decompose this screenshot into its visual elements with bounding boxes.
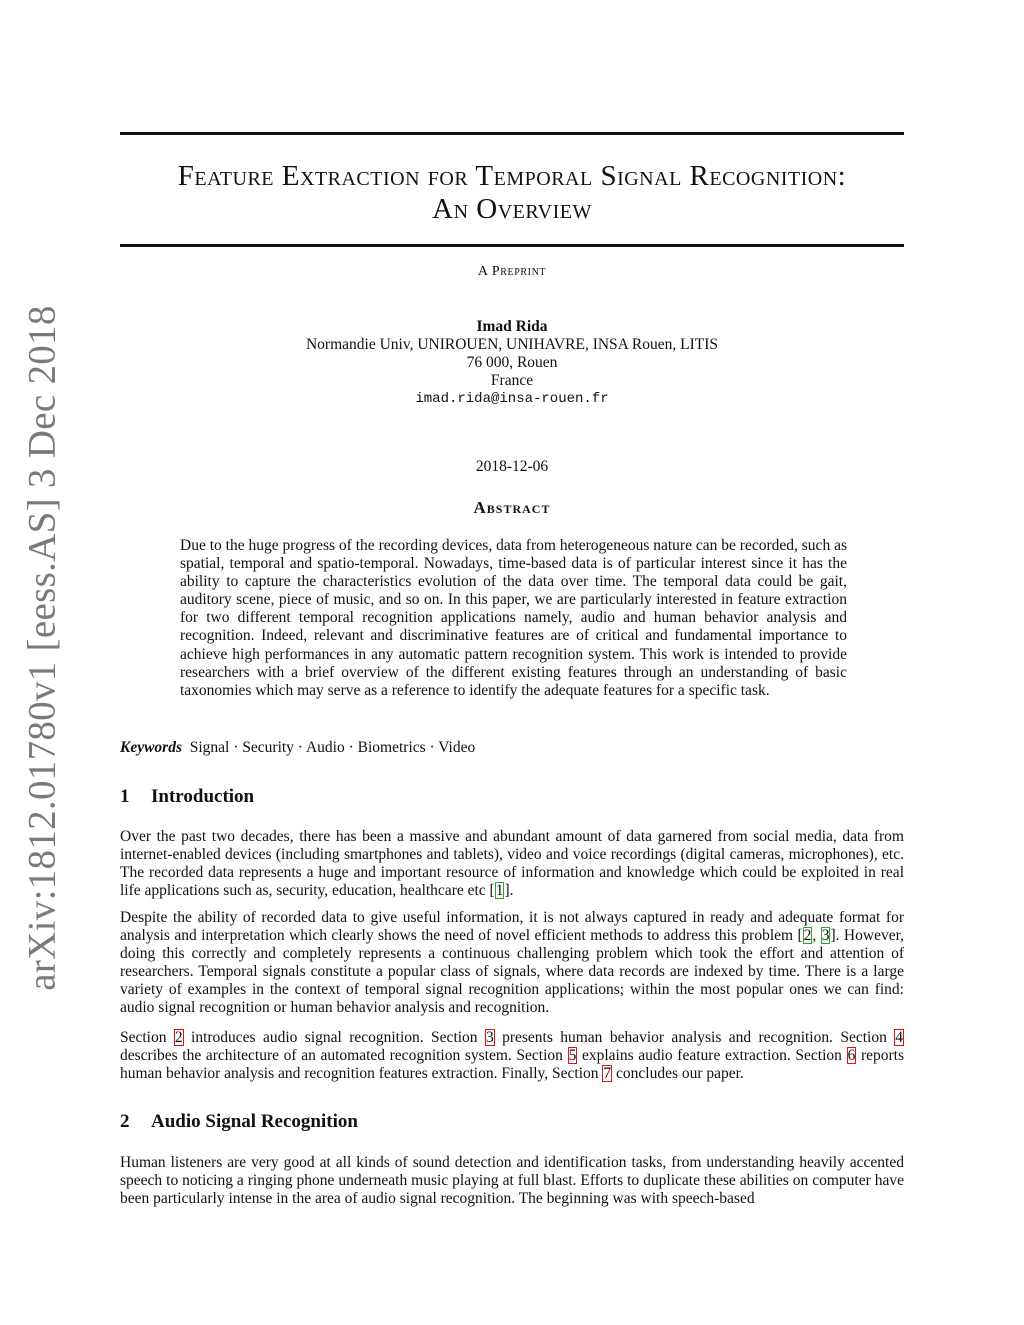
paragraph-text: presents human behavior analysis and recognition. Section	[494, 1029, 895, 1046]
keywords-list: Signal · Security · Audio · Biometrics · Video	[189, 739, 476, 756]
citation-link[interactable]: 2	[803, 927, 812, 945]
author-country: France	[490, 372, 534, 389]
section-ref-link[interactable]: 3	[485, 1029, 494, 1046]
section-heading-audio-signal-recognition	[120, 1111, 358, 1133]
paragraph-text: Section	[120, 1029, 174, 1046]
citation-link[interactable]: 1	[495, 882, 504, 900]
author-block	[0, 318, 1024, 408]
title-rule-top	[120, 132, 904, 135]
paper-date: 2018-12-06	[475, 458, 549, 475]
paper-title	[120, 160, 904, 226]
paragraph-text: Over the past two decades, there has been a massive and abundant amount of data garnered from social media, data from internet-enabled devices (including smartphones and tablets), video and voice recordings (digital cameras, microphones), etc. The recorded data represents a huge and important resource of information and knowledge which could be exploited in real life applications such as, security, education, healthcare etc [	[120, 828, 904, 900]
paragraph-text: ]. However, doing this correctly and completely represents a continuous challenging problem which took the effort and attention of researchers. Temporal signals constitute a popular class of signals, where data records are indexed by time. There is a large variety of examples in the context of temporal signal recognition applications; within the most popular ones we can find: audio signal recognition or human behavior analysis and recognition.	[120, 927, 904, 1017]
author-address: 76 000, Rouen	[466, 354, 558, 371]
title-rule-bottom	[120, 244, 904, 247]
author-name: Imad Rida	[476, 318, 548, 335]
title-line-2: An Overview	[432, 193, 592, 225]
section-ref-link[interactable]: 4	[895, 1029, 903, 1046]
citation-separator: ,	[812, 927, 821, 945]
section-number: 1	[120, 786, 130, 807]
section-heading-introduction	[120, 786, 254, 808]
section-ref-link[interactable]: 2	[174, 1029, 183, 1046]
intro-paragraph-3	[120, 1029, 904, 1083]
section-ref-link[interactable]: 6	[847, 1047, 856, 1065]
paragraph-text: Despite the ability of recorded data to give useful information, it is not always captured in ready and adequate format for analysis and interpretation which clearly shows the need of novel efficient methods to address this problem [	[120, 909, 904, 945]
arxiv-side-stamp: arXiv:1812.01780v1 [eess.AS] 3 Dec 2018	[20, 305, 64, 991]
author-email[interactable]: imad.rida@insa-rouen.fr	[415, 391, 609, 407]
section-ref-link[interactable]: 7	[603, 1065, 612, 1083]
abstract-text: Due to the huge progress of the recording devices, data from heterogeneous nature can be recorded, such as spatial, temporal and spatio-temporal. Nowadays, time-based data is of particular interest since it has the ability to capture the characteristics evolution of the data over time. The temporal data could be gait, auditory scene, piece of music, and so on. In this paper, we are particularly interested in feature extraction for two different temporal recognition applications namely, audio and human behavior analysis and recognition. Indeed, relevant and discriminative features are of critical and fundamental importance to achieve high performances in any automatic pattern recognition system. This work is intended to provide researchers with a brief overview of the different existing features through an understanding of basic taxonomies which may serve as a reference to identify the adequate features for a specific task.	[180, 537, 847, 699]
intro-paragraph-2	[120, 909, 904, 1018]
paragraph-text: concludes our paper.	[612, 1065, 744, 1083]
paragraph-text: explains audio feature extraction. Section	[577, 1047, 847, 1065]
title-line-1: Feature Extraction for Temporal Signal Recognition:	[177, 160, 847, 192]
paragraph-text: ].	[504, 882, 514, 900]
author-affiliation: Normandie Univ, UNIROUEN, UNIHAVRE, INSA Rouen, LITIS	[305, 336, 718, 353]
abstract-heading: Abstract	[473, 498, 551, 517]
section-title: Introduction	[151, 786, 255, 807]
paragraph-text: reports human behavior analysis and recognition features extraction. Finally, Section	[120, 1047, 904, 1083]
keywords-line	[120, 739, 904, 757]
keywords-label: Keywords	[120, 739, 182, 756]
section-title: Audio Signal Recognition	[151, 1111, 358, 1132]
paragraph-text: introduces audio signal recognition. Section	[183, 1029, 485, 1046]
citation-link[interactable]: 3	[821, 927, 830, 945]
section-ref-link[interactable]: 5	[568, 1047, 577, 1065]
intro-paragraph-1	[120, 828, 904, 900]
section-number: 2	[120, 1111, 130, 1132]
audio-paragraph-1: Human listeners are very good at all kinds of sound detection and identification tasks, from understanding heavily accented speech to noticing a ringing phone underneath music playing at full blast. Efforts to duplicate these abilities on computer have been particularly intense in the area of audio signal recognition. The beginning was with speech-based	[120, 1154, 904, 1208]
paragraph-text: describes the architecture of an automated recognition system. Section	[120, 1047, 568, 1065]
preprint-label: A Preprint	[477, 264, 547, 279]
